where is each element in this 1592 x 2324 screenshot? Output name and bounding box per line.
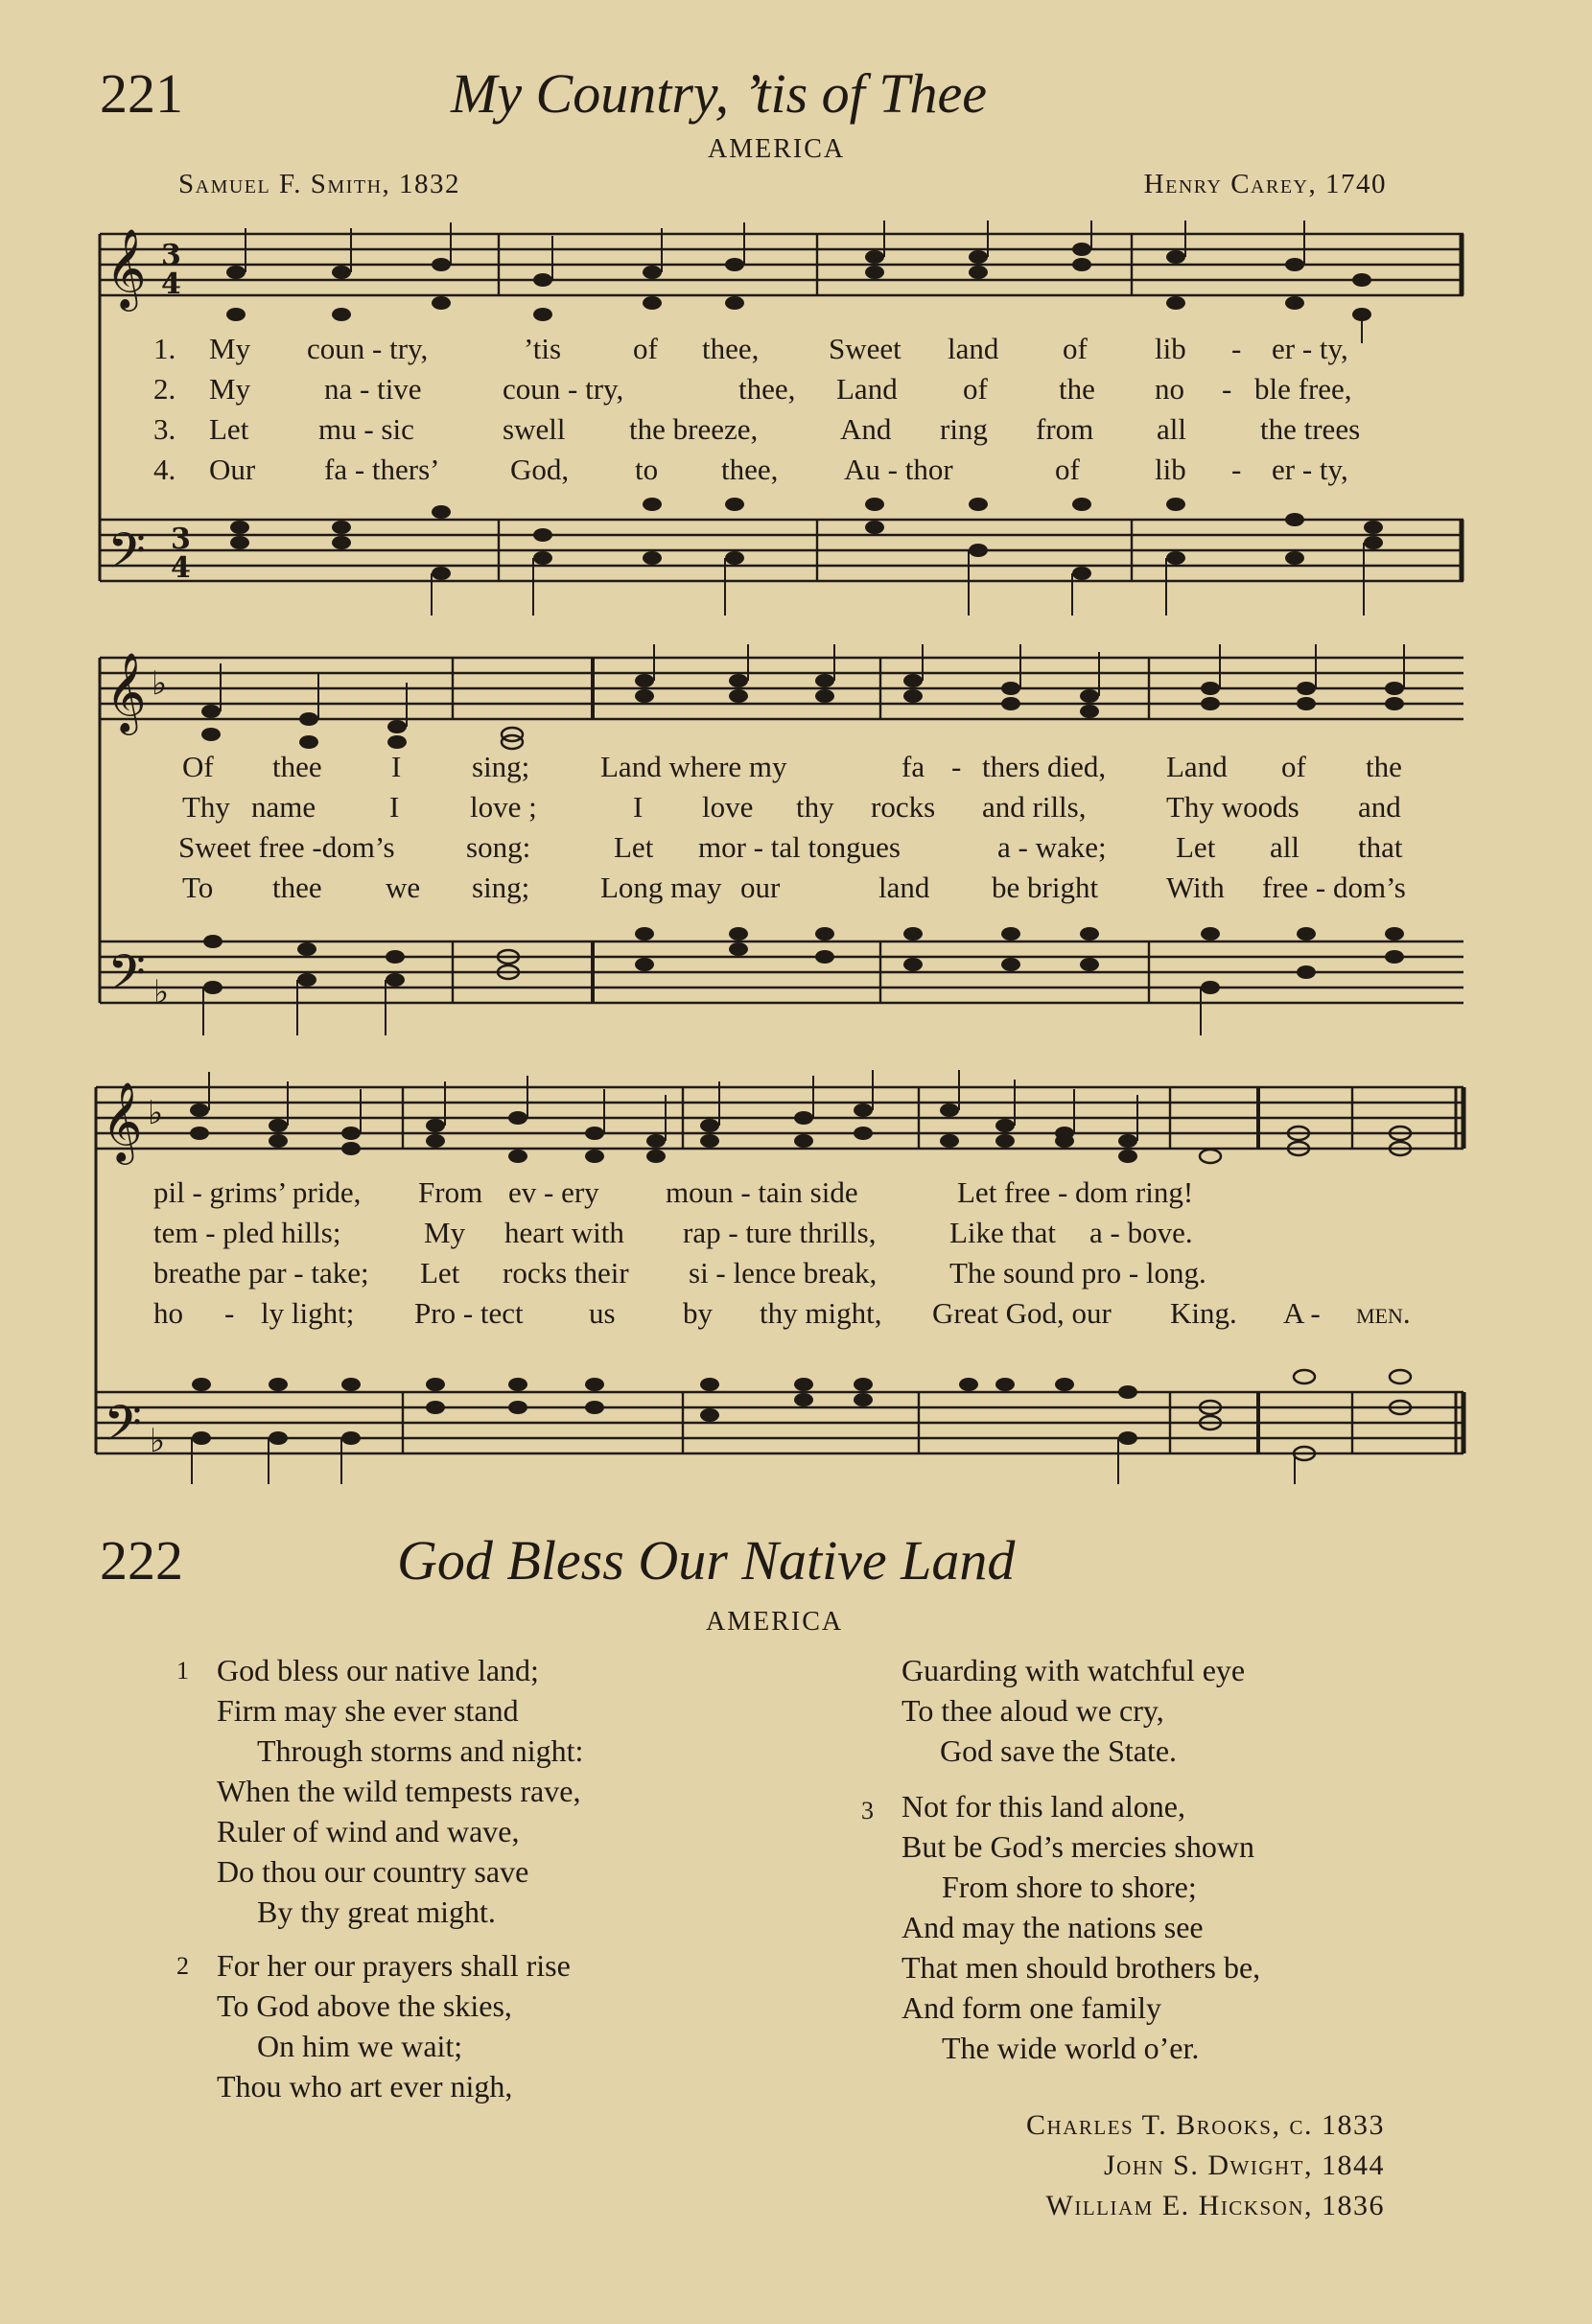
poem-line: And may the nations see	[901, 1910, 1204, 1944]
lyric-syllable: ’tis	[524, 332, 562, 365]
lyric-syllable: Like that	[949, 1216, 1057, 1249]
lyric-syllable: With	[1166, 871, 1225, 904]
lyric-syllable: land	[948, 332, 999, 365]
poem-line: The wide world o’er.	[942, 2031, 1200, 2065]
lyric-syllable: mu - sic	[318, 412, 414, 446]
lyric-syllable: swell	[503, 412, 566, 446]
poem-line: Guarding with watchful eye	[901, 1653, 1246, 1687]
lyric-syllable: To	[182, 871, 214, 904]
lyric-syllable: Let free - dom ring!	[957, 1175, 1194, 1209]
lyric-syllable: the	[1059, 372, 1095, 406]
lyric-syllable: men.	[1356, 1296, 1411, 1330]
lyric-syllable: Let	[209, 412, 249, 446]
lyric-syllable: Thy woods	[1166, 790, 1299, 824]
hymn-221-words-credit: Samuel F. Smith, 1832	[178, 169, 461, 199]
poem-line: And form one family	[901, 1990, 1162, 2025]
poem-line: Ruler of wind and wave,	[217, 1814, 520, 1848]
author-credit: William E. Hickson, 1836	[1045, 2190, 1385, 2221]
lyric-syllable: The sound pro - long.	[949, 1256, 1206, 1290]
verse-number: 3.	[153, 412, 176, 446]
lyric-syllable: that	[1358, 830, 1403, 864]
svg-text:♭: ♭	[153, 973, 170, 1011]
lyric-syllable: Let	[420, 1256, 460, 1290]
poem-line: By thy great might.	[257, 1894, 496, 1929]
svg-text:4: 4	[171, 551, 191, 585]
lyric-syllable: Long may	[600, 871, 722, 904]
lyric-syllable: to	[635, 453, 659, 486]
lyric-syllable: -	[1231, 453, 1242, 486]
poem-line: 1 God bless our native land;	[176, 1653, 539, 1687]
svg-text:𝄞: 𝄞	[105, 651, 147, 732]
lyric-syllable: thee,	[721, 453, 779, 486]
lyric-syllable: the trees	[1260, 412, 1361, 446]
poem-line: On him we wait;	[257, 2029, 463, 2063]
lyric-syllable: My	[209, 332, 251, 365]
lyric-syllable: free - dom’s	[1262, 871, 1406, 904]
lyric-syllable: coun - try,	[503, 372, 624, 406]
lyric-syllable: I	[391, 750, 402, 783]
poem-line: Firm may she ever stand	[217, 1693, 519, 1728]
lyric-syllable: of	[1055, 453, 1080, 486]
lyric-syllable: Land	[1166, 750, 1228, 783]
author-credit: Charles T. Brooks, c. 1833	[1026, 2109, 1385, 2141]
lyric-syllable: fa - thers’	[324, 453, 440, 486]
svg-text:3: 3	[161, 239, 181, 272]
svg-text:𝄞: 𝄞	[105, 227, 147, 308]
lyric-syllable: of	[963, 372, 988, 406]
poem-line: To God above the skies,	[217, 1988, 512, 2023]
hymn-221-title: My Country, ’tis of Thee	[451, 62, 988, 125]
lyric-syllable: Sweet	[829, 332, 901, 365]
lyric-syllable: God,	[510, 453, 570, 486]
poem-line: 3 Not for this land alone,	[861, 1789, 1185, 1824]
hymn-221-music-credit: Henry Carey, 1740	[1143, 169, 1387, 199]
lyric-syllable: a - bove.	[1089, 1216, 1193, 1249]
lyric-syllable: -	[1222, 372, 1232, 406]
verse-number: 2.	[153, 372, 176, 406]
author-credit: John S. Dwight, 1844	[1104, 2150, 1385, 2181]
lyric-syllable: by	[683, 1296, 713, 1330]
lyric-syllable: thee,	[702, 332, 760, 365]
lyric-syllable: moun - tain side	[666, 1175, 858, 1209]
lyric-syllable: Thy	[182, 790, 230, 824]
lyric-syllable: King.	[1170, 1296, 1237, 1330]
lyric-syllable: I	[389, 790, 400, 824]
hymn-222-number: 222	[100, 1529, 183, 1592]
lyric-syllable: land	[878, 871, 930, 904]
svg-text:𝄢: 𝄢	[107, 943, 146, 1013]
lyric-syllable: name	[251, 790, 316, 824]
lyric-syllable: -	[1231, 332, 1242, 365]
lyric-syllable: My	[424, 1216, 466, 1249]
lyric-syllable: love	[702, 790, 754, 824]
svg-text:♭: ♭	[148, 1094, 164, 1132]
lyric-syllable: the	[1366, 750, 1402, 783]
lyric-syllable: Land	[836, 372, 898, 406]
lyric-syllable: na - tive	[324, 372, 422, 406]
svg-text:4: 4	[161, 267, 181, 301]
svg-text:♭: ♭	[152, 664, 168, 703]
lyric-syllable: fa	[901, 750, 925, 783]
verse-number: 1.	[153, 332, 176, 365]
poem-line: 2 For her our prayers shall rise	[176, 1948, 571, 1983]
lyric-syllable: a - wake;	[997, 830, 1107, 864]
lyric-syllable: breathe par - take;	[153, 1256, 369, 1290]
lyric-syllable: all	[1157, 412, 1186, 446]
lyric-syllable: and rills,	[982, 790, 1087, 824]
lyric-syllable: coun - try,	[307, 332, 429, 365]
lyric-syllable: thers died,	[982, 750, 1107, 783]
lyric-syllable: of	[1063, 332, 1088, 365]
lyric-syllable: lib	[1155, 453, 1186, 486]
hymn-221-number: 221	[100, 62, 183, 125]
lyric-syllable: pil - grims’ pride,	[153, 1175, 362, 1209]
svg-text:♭: ♭	[150, 1422, 166, 1460]
lyric-syllable: Au - thor	[844, 453, 953, 486]
hymn-222-title: God Bless Our Native Land	[397, 1529, 1016, 1592]
lyric-syllable: song:	[466, 830, 531, 864]
lyric-syllable: thee,	[738, 372, 796, 406]
lyric-syllable: thee	[272, 750, 322, 783]
lyric-syllable: our	[740, 871, 781, 904]
lyric-syllable: us	[589, 1296, 616, 1330]
lyric-syllable: of	[633, 332, 658, 365]
lyric-syllable: ev - ery	[508, 1175, 599, 1209]
lyric-syllable: Sweet free -dom’s	[178, 830, 395, 864]
svg-text:𝄢: 𝄢	[104, 1394, 142, 1464]
poem-line: From shore to shore;	[942, 1870, 1197, 1904]
lyric-syllable: Let	[614, 830, 654, 864]
lyric-syllable: thee	[272, 871, 322, 904]
lyric-syllable: all	[1270, 830, 1299, 864]
poem-line: Do thou our country save	[217, 1854, 529, 1889]
lyric-syllable: the breeze,	[629, 412, 759, 446]
lyric-syllable: rap - ture thrills,	[683, 1216, 877, 1249]
verse-number: 4.	[153, 453, 176, 486]
lyric-syllable: From	[418, 1175, 483, 1209]
lyric-syllable: I	[633, 790, 644, 824]
poem-line: That men should brothers be,	[901, 1950, 1261, 1985]
lyric-syllable: rocks	[871, 790, 936, 824]
poem-line: Through storms and night:	[257, 1733, 584, 1768]
music-system-3	[0, 1066, 1592, 1488]
poem-line: When the wild tempests rave,	[217, 1774, 581, 1808]
lyric-syllable: love ;	[470, 790, 537, 824]
lyric-syllable: Let	[1176, 830, 1216, 864]
lyric-syllable: sing;	[472, 750, 530, 783]
lyric-syllable: Pro - tect	[414, 1296, 524, 1330]
poem-line: To thee aloud we cry,	[901, 1693, 1164, 1728]
lyric-syllable: My	[209, 372, 251, 406]
poem-line: God save the State.	[940, 1733, 1178, 1768]
lyric-syllable: Our	[209, 453, 256, 486]
lyric-syllable: heart with	[504, 1216, 624, 1249]
lyric-syllable: And	[840, 412, 892, 446]
music-system-2	[0, 644, 1592, 1066]
svg-text:𝄢: 𝄢	[107, 522, 146, 592]
lyric-syllable: er - ty,	[1272, 332, 1348, 365]
lyric-syllable: of	[1281, 750, 1306, 783]
lyric-syllable: ly light;	[261, 1296, 355, 1330]
lyric-syllable: Of	[182, 750, 214, 783]
lyric-syllable: si - lence break,	[689, 1256, 878, 1290]
lyric-syllable: be bright	[992, 871, 1099, 904]
svg-text:𝄞: 𝄞	[102, 1081, 143, 1161]
lyric-syllable: mor - tal tongues	[698, 830, 901, 864]
lyric-syllable: and	[1358, 790, 1401, 824]
poem-line: But be God’s mercies shown	[901, 1829, 1254, 1864]
lyric-syllable: er - ty,	[1272, 453, 1348, 486]
lyric-syllable: ring	[940, 412, 988, 446]
poem-line: Thou who art ever nigh,	[217, 2069, 513, 2103]
svg-text:3: 3	[171, 523, 191, 556]
music-system-1	[0, 221, 1592, 642]
lyric-syllable: A -	[1283, 1296, 1321, 1330]
lyric-syllable: -	[951, 750, 962, 783]
lyric-syllable: no	[1155, 372, 1184, 406]
lyric-syllable: ble free,	[1254, 372, 1352, 406]
lyric-syllable: thy might,	[760, 1296, 882, 1330]
lyric-syllable: tem - pled hills;	[153, 1216, 341, 1249]
lyric-syllable: Land where my	[600, 750, 787, 783]
hymn-222-tune-name: AMERICA	[706, 1607, 844, 1637]
lyric-syllable: we	[386, 871, 421, 904]
lyric-syllable: Great God, our	[932, 1296, 1112, 1330]
lyric-syllable: rocks their	[503, 1256, 629, 1290]
lyric-syllable: -	[224, 1296, 235, 1330]
lyric-syllable: sing;	[472, 871, 530, 904]
lyric-syllable: lib	[1155, 332, 1186, 365]
hymn-221-tune-name: AMERICA	[708, 134, 846, 164]
lyric-syllable: thy	[796, 790, 834, 824]
lyric-syllable: from	[1036, 412, 1094, 446]
lyric-syllable: ho	[153, 1296, 183, 1330]
